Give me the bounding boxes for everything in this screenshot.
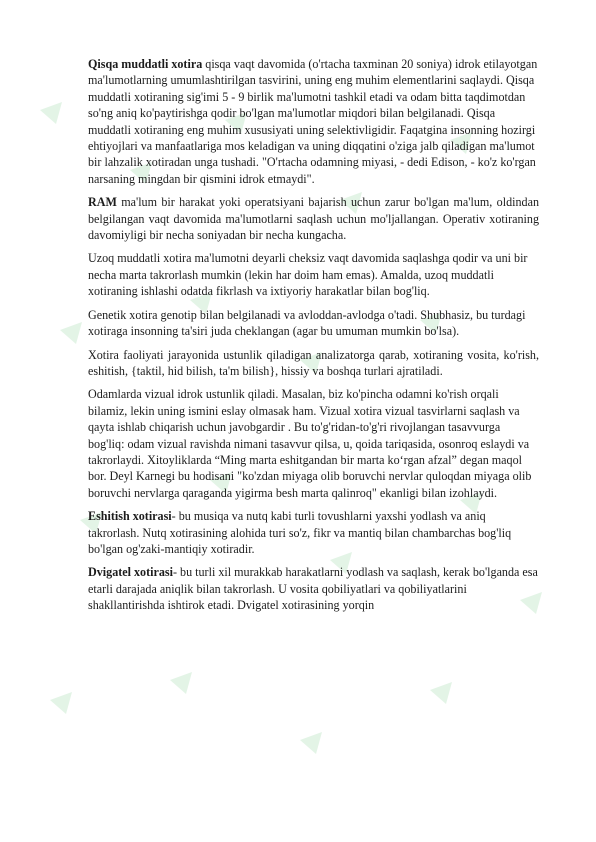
paragraph-long-term-memory — [88, 250, 539, 299]
paragraph-genetic-memory — [88, 307, 539, 340]
document-body — [88, 56, 539, 621]
paragraph-auditory-memory — [88, 508, 539, 557]
paragraph-motor-memory — [88, 564, 539, 613]
term-short-term-memory: Qisqa muddatli xotira — [88, 57, 203, 71]
paragraph-text: - bu turli xil murakkab harakatlarni yodlash va saqlash, kerak bo'lganda esa etarli darajada aniqlik bilan takrorlash. U vosita qobiliyatlari va qobiliyatlarini shakllantirishda ishtirok etadi. Dvigatel xotirasining yorqin — [88, 565, 538, 613]
term-ram: RAM — [88, 195, 117, 210]
paragraph-text: qisqa vaqt davomida (o'rtacha taxminan 20 soniya) idrok etilayotgan ma'lumotlarning umumlashtirilgan tasvirini, uning eng muhim elementlarini saqlaydi. Qisqa muddatli xotiraning sig'imi 5 - 9 birlik ma'lumotni tashkil etadi va odam bitta taqdimotdan so'ng aniq ko'paytirishga qodir bo'lgan ma'lumotlar miqdori bilan belgilanadi. Qisqa muddatli xotiraning eng muhim xususiyati uning selektivligidir. Faqatgina insonning hozirgi ehtiyojlari va manfaatlariga mos keladigan va uning diqqatini o'ziga jalb qiladigan ma'lumot bir lahzalik xotiradan unga tushadi. "O'rtacha odamning miyasi, - dedi Edison, - ko'z ko'rgan narsaning mingdan bir qismini idrok etmaydi". — [88, 57, 538, 186]
paragraph-text: Xotira faoliyati jarayonida ustunlik qiladigan analizatorga qarab, xotiraning vosita, ko'rish, eshitish, {taktil, hid bilish, ta'm bilish}, hissiy va boshqa turlari ajratiladi. — [88, 347, 539, 378]
paragraph-short-term-memory — [88, 56, 539, 187]
paragraph-text: Genetik xotira genotip bilan belgilanadi va avloddan-avlodga o'tadi. Shubhasiz, bu turdagi xotiraga insonning ta'siri juda cheklangan (agar bu umuman mumkin bo'lsa). — [88, 307, 526, 339]
paragraph-text: Odamlarda vizual idrok ustunlik qiladi. Masalan, biz ko'pincha odamni ko'rish orqali bilamiz, lekin uning ismini eslay olmasak ham. Vizual xotira vizual tasvirlarni saqlash va qayta ishlab chiqarish uchun javobgardir . Bu to'g'ridan-to'g'ri rivojlangan tasavvurga bog'liq: odam vizual ravishda nimani tasavvur qilsa, u, qoida tariqasida, osonroq eslaydi va takrorlaydi. Xitoyliklarda “Ming marta eshitgandan bir marta ko‘rgan afzal” degan maqol bor. Deyl Karnegi bu hodisani "ko'zdan miyaga olib boruvchi nervlar quloqdan miyaga olib boruvchi nervlarga qaraganda yigirma besh marta qalinroq" ekanligi bilan izohlaydi. — [88, 387, 532, 500]
paragraph-ram — [88, 194, 539, 243]
paragraph-visual-memory — [88, 386, 539, 501]
paragraph-memory-types — [88, 347, 539, 380]
paragraph-text: - bu musiqa va nutq kabi turli tovushlarni yaxshi yodlash va aniq takrorlash. Nutq xotirasining alohida turi so'z, fikr va mantiq bilan chambarchas bog'liq bo'lgan og'zaki-mantiqiy xotiradir. — [88, 509, 512, 556]
term-motor-memory: Dvigatel xotirasi — [88, 565, 173, 580]
paragraph-text: ma'lum bir harakat yoki operatsiyani bajarish uchun zarur bo'lgan ma'lum, oldindan belgilangan vaqt davomida ma'lumotlarni saqlash uchun mo'ljallangan. Operativ xotiraning davomiyligi bir necha soniyadan bir necha kungacha. — [88, 195, 539, 243]
paragraph-text: Uzoq muddatli xotira ma'lumotni deyarli cheksiz vaqt davomida saqlashga qodir va uni bir necha marta takrorlash mumkin (lekin har doim ham emas). Amalda, uzoq muddatli xotiraning ishlashi odatda fikrlash va ixtiyoriy harakatlar bilan bog'liq. — [88, 251, 528, 299]
term-auditory-memory: Eshitish xotirasi — [88, 509, 172, 524]
